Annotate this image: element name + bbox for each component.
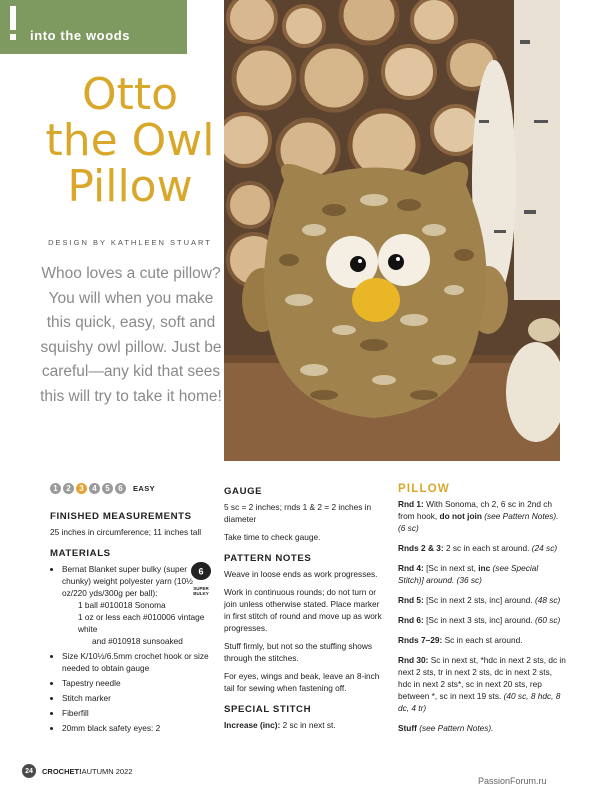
finished-heading: FINISHED MEASUREMENTS — [50, 511, 192, 522]
gauge-note: Take time to check gauge. — [224, 532, 321, 542]
title-line-2: the Owl — [45, 115, 215, 166]
skill-level — [50, 483, 155, 494]
magazine-name: CROCHET! — [42, 766, 82, 776]
skill-dot: 5 — [102, 483, 113, 494]
section-tab — [0, 0, 187, 54]
owl-illustration — [224, 0, 560, 461]
page-footer — [22, 764, 132, 778]
list-item: • Stitch marker — [62, 692, 215, 704]
yarn-sunsoaked: and #010918 sunsoaked — [92, 636, 183, 646]
rounds-2-3: Rnds 2 & 3: 2 sc in each st around. (24 sc) — [398, 543, 558, 553]
yarn-sonoma: 1 ball #010018 Sonoma — [78, 600, 166, 610]
page-number: 24 — [22, 764, 36, 778]
round-30: Rnd 30: Sc in next st, *hdc in next 2 sts, dc in next 2 sts, tr in next 2 sts, dc in next 2 sts, hdc in next 2 sts*, sc in next 20 sts, rep between *, sc in next 19 sts. (40 sc, 8 hdc, 8 dc, 4 tr) — [398, 655, 566, 713]
skill-dot: 1 — [50, 483, 61, 494]
gauge-notes-column — [224, 486, 384, 737]
designer-byline: DESIGN BY KATHLEEN STUART — [48, 238, 212, 247]
watermark: PassionForum.ru — [478, 776, 547, 786]
yarn-line: Bernat Blanket super bulky (super chunky) weight polyester yarn (10½ oz/220 yds/300g per ball): — [62, 564, 193, 598]
special-stitch-text: Increase (inc): 2 sc in next st. — [224, 720, 336, 730]
rounds-7-29: Rnds 7–29: Sc in each st around. — [398, 635, 523, 645]
pattern-note: For eyes, wings and beak, leave an 8-inch tail for sewing when fastening off. — [224, 671, 380, 693]
pattern-notes-heading: PATTERN NOTES — [224, 553, 312, 564]
materials-column — [50, 511, 215, 737]
round-4: Rnd 4: [Sc in next st, inc (see Special Stitch)] around. (36 sc) — [398, 563, 539, 585]
pattern-note: Weave in loose ends as work progresses. — [224, 569, 378, 579]
list-item: • 20mm black safety eyes: 2 — [62, 722, 215, 734]
skill-label: EASY — [133, 484, 156, 493]
title-line-1: Otto — [81, 69, 179, 120]
exclamation-dot — [10, 34, 16, 40]
stuff-step: Stuff (see Pattern Notes). — [398, 723, 494, 733]
round-5: Rnd 5: [Sc in next 2 sts, inc] around. (48 sc) — [398, 595, 561, 605]
skill-dot-active: 3 — [76, 483, 87, 494]
page-title — [30, 69, 230, 212]
yarn-white: 1 oz or less each #010006 vintage white — [78, 612, 205, 634]
svg-text:6: 6 — [198, 566, 204, 577]
skill-dot: 2 — [63, 483, 74, 494]
yarn-weight-label: SUPER BULKY — [193, 586, 209, 596]
round-6: Rnd 6: [Sc in next 3 sts, inc] around. (60 sc) — [398, 615, 561, 625]
pattern-note: Stuff firmly, but not so the stuffing shows through the stitches. — [224, 641, 373, 663]
exclamation-icon — [10, 6, 16, 30]
title-line-3: Pillow — [67, 161, 193, 212]
pillow-heading: PILLOW — [398, 483, 450, 495]
list-item: • Tapestry needle — [62, 677, 215, 689]
finished-text: 25 inches in circumference; 11 inches tall — [50, 527, 202, 537]
skill-dot: 6 — [115, 483, 126, 494]
intro-text: Whoo loves a cute pillow? You will when you make this quick, easy, soft and squishy owl pillow. Just be careful—any kid that sees this will try to take it home! — [40, 265, 222, 405]
list-item: • Size K/10½/6.5mm crochet hook or size needed to obtain gauge — [62, 650, 215, 674]
gauge-text: 5 sc = 2 inches; rnds 1 & 2 = 2 inches in diameter — [224, 502, 372, 524]
owl-pillow-photo — [224, 0, 560, 461]
special-stitch-heading: SPECIAL STITCH — [224, 704, 312, 715]
birch-log — [514, 0, 560, 300]
yarn-weight-icon — [188, 561, 214, 596]
owl-beak — [352, 278, 400, 322]
pattern-note: Work in continuous rounds; do not turn or join unless otherwise stated. Place marker in first stitch of round and move up as work progresses. — [224, 587, 382, 633]
section-label: into the woods — [30, 28, 131, 43]
list-item: • Fiberfill — [62, 707, 215, 719]
issue-label: AUTUMN 2022 — [81, 766, 133, 776]
owl-right-eye — [378, 234, 430, 286]
pillow-instructions-column — [398, 483, 566, 742]
skill-dot: 4 — [89, 483, 100, 494]
materials-heading: MATERIALS — [50, 548, 111, 559]
gauge-heading: GAUGE — [224, 486, 263, 497]
round-1: Rnd 1: With Sonoma, ch 2, 6 sc in 2nd ch from hook, do not join (see Pattern Notes). (6 sc) — [398, 499, 559, 533]
